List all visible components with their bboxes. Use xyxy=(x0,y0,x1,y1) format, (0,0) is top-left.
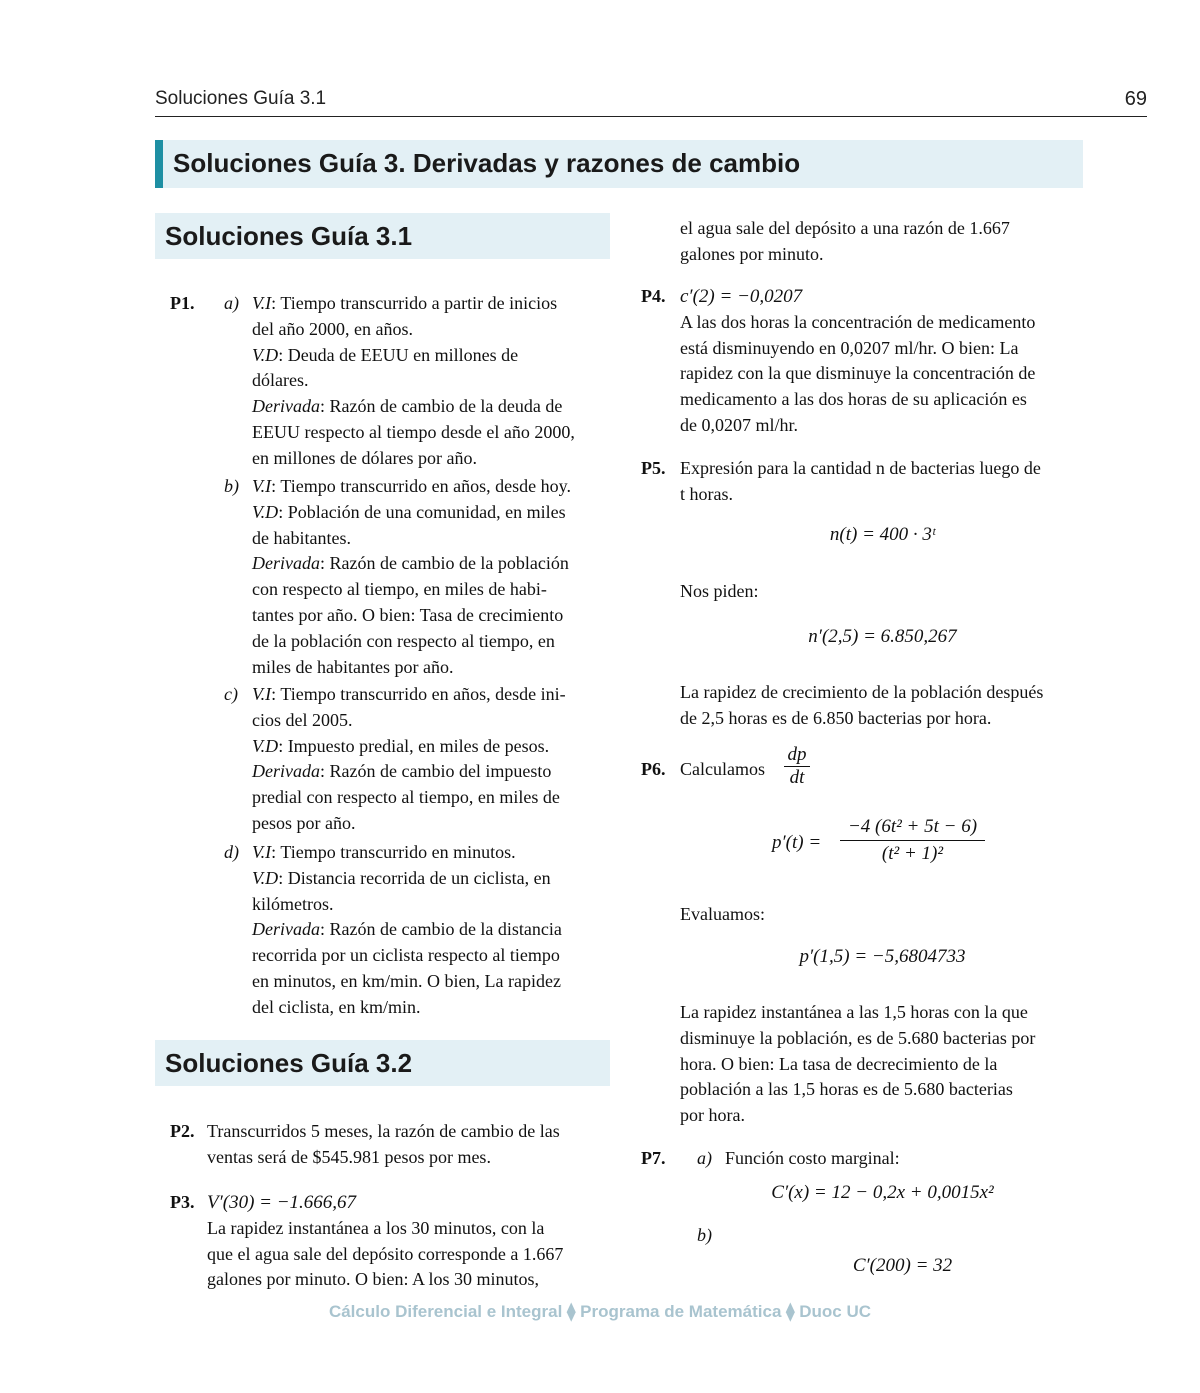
section-title: Soluciones Guía 3.2 xyxy=(165,1048,413,1078)
vd-text: : Impuesto predial, en miles de pesos. xyxy=(278,735,550,756)
text-line: disminuye la población, es de 5.680 bacterias por xyxy=(680,1027,1036,1048)
vd-label: V.D xyxy=(252,735,279,756)
derivada-text: : Razón de cambio de la población xyxy=(319,553,569,574)
vi-label: V.I xyxy=(252,476,272,496)
item-a-label: a) xyxy=(224,293,239,313)
problem-label: P5. xyxy=(641,458,666,478)
fraction-numerator: −4 (6t² + 5t − 6) xyxy=(840,814,985,841)
derivada-text-cont: predial con respecto al tiempo, en miles de xyxy=(252,787,560,808)
text-line: t horas. xyxy=(680,483,733,504)
text-line: medicamento a las dos horas de su aplicación es xyxy=(680,389,1027,410)
vd-text-cont: kilómetros. xyxy=(252,893,334,914)
section-header-3-2 xyxy=(155,1040,610,1086)
p6-conclusion xyxy=(680,1000,1085,1129)
equation-p-prime-value: p′(1,5) = −5,6804733 xyxy=(799,946,966,967)
derivada-text-cont: pesos por año. xyxy=(252,812,356,833)
problem-label: P4. xyxy=(641,286,666,306)
vi-text: : Tiempo transcurrido a partir de inicios xyxy=(271,293,558,313)
derivada-label: Derivada xyxy=(252,761,320,782)
text-line: Evaluamos: xyxy=(680,904,765,924)
text-line: está disminuyendo en 0,0207 ml/hr. O bien: La xyxy=(680,337,1019,358)
p3-continuation xyxy=(680,216,1085,268)
text-line: rapidez con la que disminuye la concentración de xyxy=(680,363,1036,384)
p7-label xyxy=(641,1146,666,1172)
text-line: La rapidez instantánea a los 30 minutos, con la xyxy=(207,1217,545,1238)
vi-label: V.I xyxy=(252,684,272,704)
running-header xyxy=(155,88,1147,117)
vd-text: : Deuda de EEUU en millones de xyxy=(278,344,519,365)
text-line: galones por minuto. xyxy=(680,243,824,264)
derivada-text-cont: recorrida por un ciclista respecto al tiempo xyxy=(252,945,560,966)
fraction-dp-dt xyxy=(784,744,810,789)
item-b-body xyxy=(252,474,612,680)
equation-n-prime: n′(2,5) = 6.850,267 xyxy=(808,626,957,647)
equation-n-t: n(t) = 400 · 3ᵗ xyxy=(829,524,936,545)
text-line: de 2,5 horas es de 6.850 bacterias por hora. xyxy=(680,707,992,728)
text-line: Función costo marginal: xyxy=(725,1148,900,1168)
vi-text-cont: del año 2000, en años. xyxy=(252,318,413,339)
derivada-label: Derivada xyxy=(252,553,320,574)
text-line: A las dos horas la concentración de medicamento xyxy=(680,311,1036,332)
problem-label: P1. xyxy=(170,293,195,313)
item-b-label: b) xyxy=(224,476,239,496)
vi-text: : Tiempo transcurrido en años, desde hoy. xyxy=(271,476,571,496)
derivada-text: : Razón de cambio de la deuda de xyxy=(319,396,563,417)
text-line: el agua sale del depósito a una razón de 1.667 xyxy=(680,218,1010,238)
item-a-label: a) xyxy=(697,1148,712,1168)
derivada-text-cont: EEUU respecto al tiempo desde el año 2000, xyxy=(252,421,575,442)
equation-p-prime-lhs: p′(t) = xyxy=(772,832,822,853)
footer: Cálculo Diferencial e Integral ⧫ Programa de Matemática ⧫ Duoc UC xyxy=(328,1302,872,1321)
equation-marginal-cost: C′(x) = 12 − 0,2x + 0,0015x² xyxy=(771,1182,994,1203)
p2-label xyxy=(170,1119,195,1145)
problem-label: P3. xyxy=(170,1192,195,1212)
p5-conclusion xyxy=(680,680,1085,732)
section-title: Soluciones Guía 3.1 xyxy=(165,221,413,251)
text-line: hora. O bien: La tasa de decrecimiento de la xyxy=(680,1053,998,1074)
derivada-text-cont: tantes por año. O bien: Tasa de crecimiento xyxy=(252,604,564,625)
vi-text: : Tiempo transcurrido en años, desde ini- xyxy=(271,684,566,704)
running-title: Soluciones Guía 3.1 xyxy=(155,88,327,109)
text-line: La rapidez instantánea a las 1,5 horas con la que xyxy=(680,1002,1028,1022)
section-header-3-1 xyxy=(155,213,610,259)
text-line: Nos piden: xyxy=(680,581,759,601)
derivada-label: Derivada xyxy=(252,919,320,940)
fraction-denominator: (t² + 1)² xyxy=(881,843,944,864)
item-b-label: b) xyxy=(697,1225,712,1245)
item-d-label: d) xyxy=(224,842,239,862)
fraction-numerator: dp xyxy=(784,744,810,767)
equation-c-prime-200: C′(200) = 32 xyxy=(852,1255,953,1276)
vd-text-cont: de habitantes. xyxy=(252,527,351,548)
chapter-title: Soluciones Guía 3. Derivadas y razones de cambio xyxy=(173,148,801,178)
text-line: que el agua sale del depósito corresponde a 1.667 xyxy=(207,1243,564,1264)
problem-label: P2. xyxy=(170,1121,195,1141)
problem-label: P6. xyxy=(641,759,666,779)
p2-body xyxy=(207,1119,612,1171)
vi-label: V.I xyxy=(252,842,272,862)
text-line: Transcurridos 5 meses, la razón de cambio de las xyxy=(207,1121,560,1141)
problem-label: P7. xyxy=(641,1148,666,1168)
derivada-text-cont: en minutos, en km/min. O bien, La rapidez xyxy=(252,970,561,991)
item-c-body xyxy=(252,682,612,837)
derivada-text-cont: en millones de dólares por año. xyxy=(252,447,477,468)
p1-label xyxy=(170,291,195,317)
equation-p-prime-fraction xyxy=(840,814,985,867)
derivada-text-cont: con respecto al tiempo, en miles de habi- xyxy=(252,579,547,600)
derivada-label: Derivada xyxy=(252,396,320,417)
chapter-banner xyxy=(155,140,1083,188)
vd-label: V.D xyxy=(252,344,279,365)
text-line: Expresión para la cantidad n de bacterias luego de xyxy=(680,458,1041,478)
vi-text: : Tiempo transcurrido en minutos. xyxy=(271,842,516,862)
equation: V′(30) = −1.666,67 xyxy=(207,1192,357,1213)
vi-label: V.I xyxy=(252,293,272,313)
chapter-accent-bar xyxy=(155,140,163,188)
p5-body xyxy=(680,456,1085,508)
text-line: La rapidez de crecimiento de la población después xyxy=(680,682,1044,702)
text-line: población a las 1,5 horas es de 5.680 bacterias xyxy=(680,1079,1013,1100)
p3-label xyxy=(170,1190,195,1216)
vd-text-cont: dólares. xyxy=(252,370,309,391)
equation: c′(2) = −0,0207 xyxy=(680,286,803,307)
text-line: de 0,0207 ml/hr. xyxy=(680,414,798,435)
derivada-text: : Razón de cambio de la distancia xyxy=(319,919,562,940)
p4-label xyxy=(641,284,666,310)
derivada-text-cont: de la población con respecto al tiempo, en xyxy=(252,630,555,651)
item-d-body xyxy=(252,840,612,1021)
vd-label: V.D xyxy=(252,501,279,522)
p6-calc-text: Calculamos xyxy=(680,759,765,779)
fraction-denominator: dt xyxy=(789,767,805,788)
vi-text-cont: cios del 2005. xyxy=(252,709,353,730)
item-c-label: c) xyxy=(224,684,238,704)
page-number: 69 xyxy=(1124,88,1147,110)
p3-body xyxy=(207,1190,612,1293)
p4-body xyxy=(680,284,1085,439)
vd-label: V.D xyxy=(252,867,279,888)
derivada-text-cont: miles de habitantes por año. xyxy=(252,656,454,677)
derivada-text-cont: del ciclista, en km/min. xyxy=(252,996,421,1017)
p5-label xyxy=(641,456,666,482)
item-a-body xyxy=(252,291,612,472)
p6-label xyxy=(641,757,666,783)
vd-text: : Población de una comunidad, en miles xyxy=(278,501,566,522)
vd-text: : Distancia recorrida de un ciclista, en xyxy=(278,867,551,888)
text-line: galones por minuto. O bien: A los 30 minutos, xyxy=(207,1269,539,1290)
derivada-text: : Razón de cambio del impuesto xyxy=(319,761,552,782)
text-line: por hora. xyxy=(680,1105,745,1126)
text-line: ventas será de $545.981 pesos por mes. xyxy=(207,1146,491,1167)
